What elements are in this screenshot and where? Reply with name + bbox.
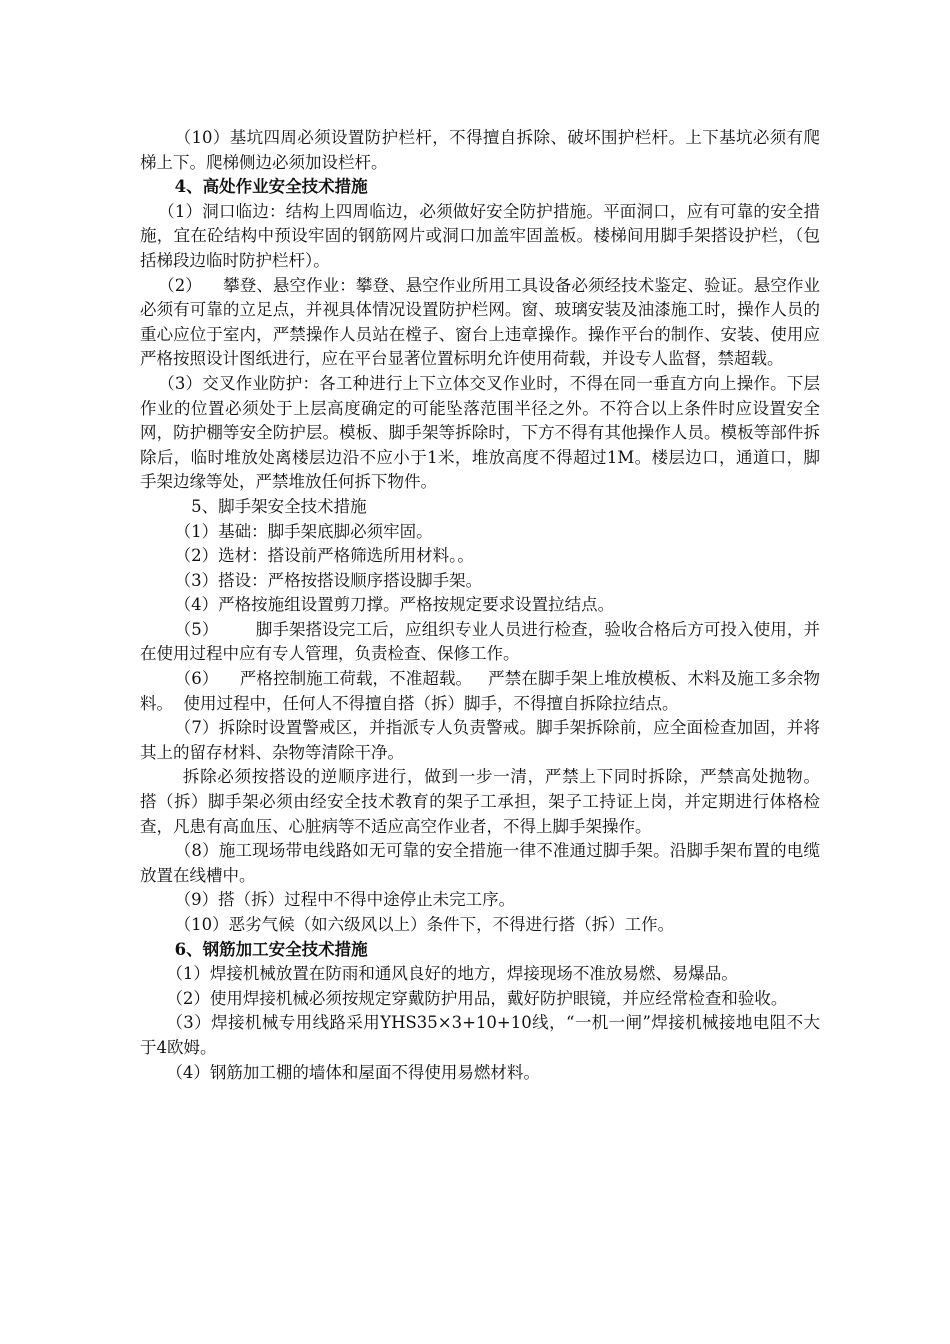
- paragraph: （1）基础：脚手架底脚必须牢固。: [174, 521, 433, 541]
- section-heading: 6、钢筋加工安全技术措施: [174, 939, 368, 959]
- paragraph: （10）恶劣气候（如六级风以上）条件下，不得进行搭（拆）工作。: [174, 915, 675, 934]
- paragraph: 拆除必须按搭设的逆顺序进行，做到一步一清，严禁上下同时拆除，严禁高处抛物。 搭（拆）脚手架必须由经安全技术教育的架子工承担，架子工持证上岗，并定期进行体格检查，凡患有高血压、心脏病等不适应高空作业者，不得上脚手架操作。: [140, 767, 841, 836]
- paragraph: （4）钢筋加工棚的墙体和屋面不得使用易燃材料。: [166, 1062, 540, 1082]
- section-heading: 5、脚手架安全技术措施: [191, 496, 367, 516]
- paragraph: （1）焊接机械放置在防雨和通风良好的地方，焊接现场不准放易燃、易爆品。: [166, 964, 738, 984]
- paragraph: （9）搭（拆）过程中不得中途停止未完工序。: [174, 890, 516, 910]
- paragraph: （10）基坑四周必须设置防护栏杆，不得擅自拆除、破坏围护栏杆。上下基坑必须有爬梯上下。爬梯侧边必须加设栏杆。: [140, 128, 820, 172]
- paragraph: （2）使用焊接机械必须按规定穿戴防护用品，戴好防护眼镜，并应经常检查和验收。: [166, 988, 788, 1008]
- paragraph: （3）搭设：严格按搭设顺序搭设脚手架。: [174, 570, 483, 590]
- paragraph: （1）洞口临边：结构上四周临边，必须做好安全防护措施。平面洞口，应有可靠的安全措施，宜在砼结构中预设牢固的钢筋网片或洞口加盖牢固盖板。楼梯间用脚手架搭设护栏，（包括梯段边临时防护栏杆）。: [140, 201, 820, 270]
- paragraph: （3）交叉作业防护：各工种进行上下立体交叉作业时，不得在同一垂直方向上操作。下层作业的位置必须处于上层高度确定的可能坠落范围半径之外。不符合以上条件时应设置安全网，防护棚等安全防护层。模板、脚手架等拆除时，下方不得有其他操作人员。模板等部件拆除后，临时堆放处离楼层边沿不应小于1米，堆放高度不得超过1M。楼层边口，通道口，脚手架边缘等处，严禁堆放任何拆下物件。: [140, 373, 820, 492]
- paragraph: （5） 脚手架搭设完工后，应组织专业人员进行检查，验收合格后方可投入使用，并在使用过程中应有专人管理，负责检查、保修工作。: [140, 619, 820, 664]
- paragraph: （6） 严格控制施工荷载，不准超载。 严禁在脚手架上堆放模板、木料及施工多余物料。 使用过程中，任何人不得擅自搭（拆）脚手，不得擅自拆除拉结点。: [140, 669, 820, 713]
- section-heading: 4、高处作业安全技术措施: [174, 177, 368, 197]
- document-page: [140, 126, 841, 1085]
- paragraph: （4）严格按施组设置剪刀撑。严格按规定要求设置拉结点。: [174, 595, 615, 615]
- paragraph: （2） 攀登、悬空作业：攀登、悬空作业所用工具设备必须经技术鉴定、验证。悬空作业必须有可靠的立足点，并视具体情况设置防护栏网。窗、玻璃安装及油漆施工时，操作人员的重心应位于室内，严禁操作人员站在樘子、窗台上违章操作。操作平台的制作、安装、使用应严格按照设计图纸进行，应在平台显著位置标明允许使用荷载，并设专人监督，禁超载。: [140, 275, 820, 369]
- paragraph: （8）施工现场带电线路如无可靠的安全措施一律不准通过脚手架。沿脚手架布置的电缆放置在线槽中。: [140, 841, 820, 885]
- paragraph: （7）拆除时设置警戒区，并指派专人负责警戒。脚手架拆除前，应全面检查加固，并将其上的留存材料、杂物等清除干净。: [140, 718, 820, 762]
- paragraph: （2）选材：搭设前严格筛选所用材料。。: [174, 546, 474, 566]
- paragraph: （3）焊接机械专用线路采用YHS35×3+10+10线，“一机一闸”焊接机械接地电阻不大于4欧姆。: [140, 1013, 820, 1057]
